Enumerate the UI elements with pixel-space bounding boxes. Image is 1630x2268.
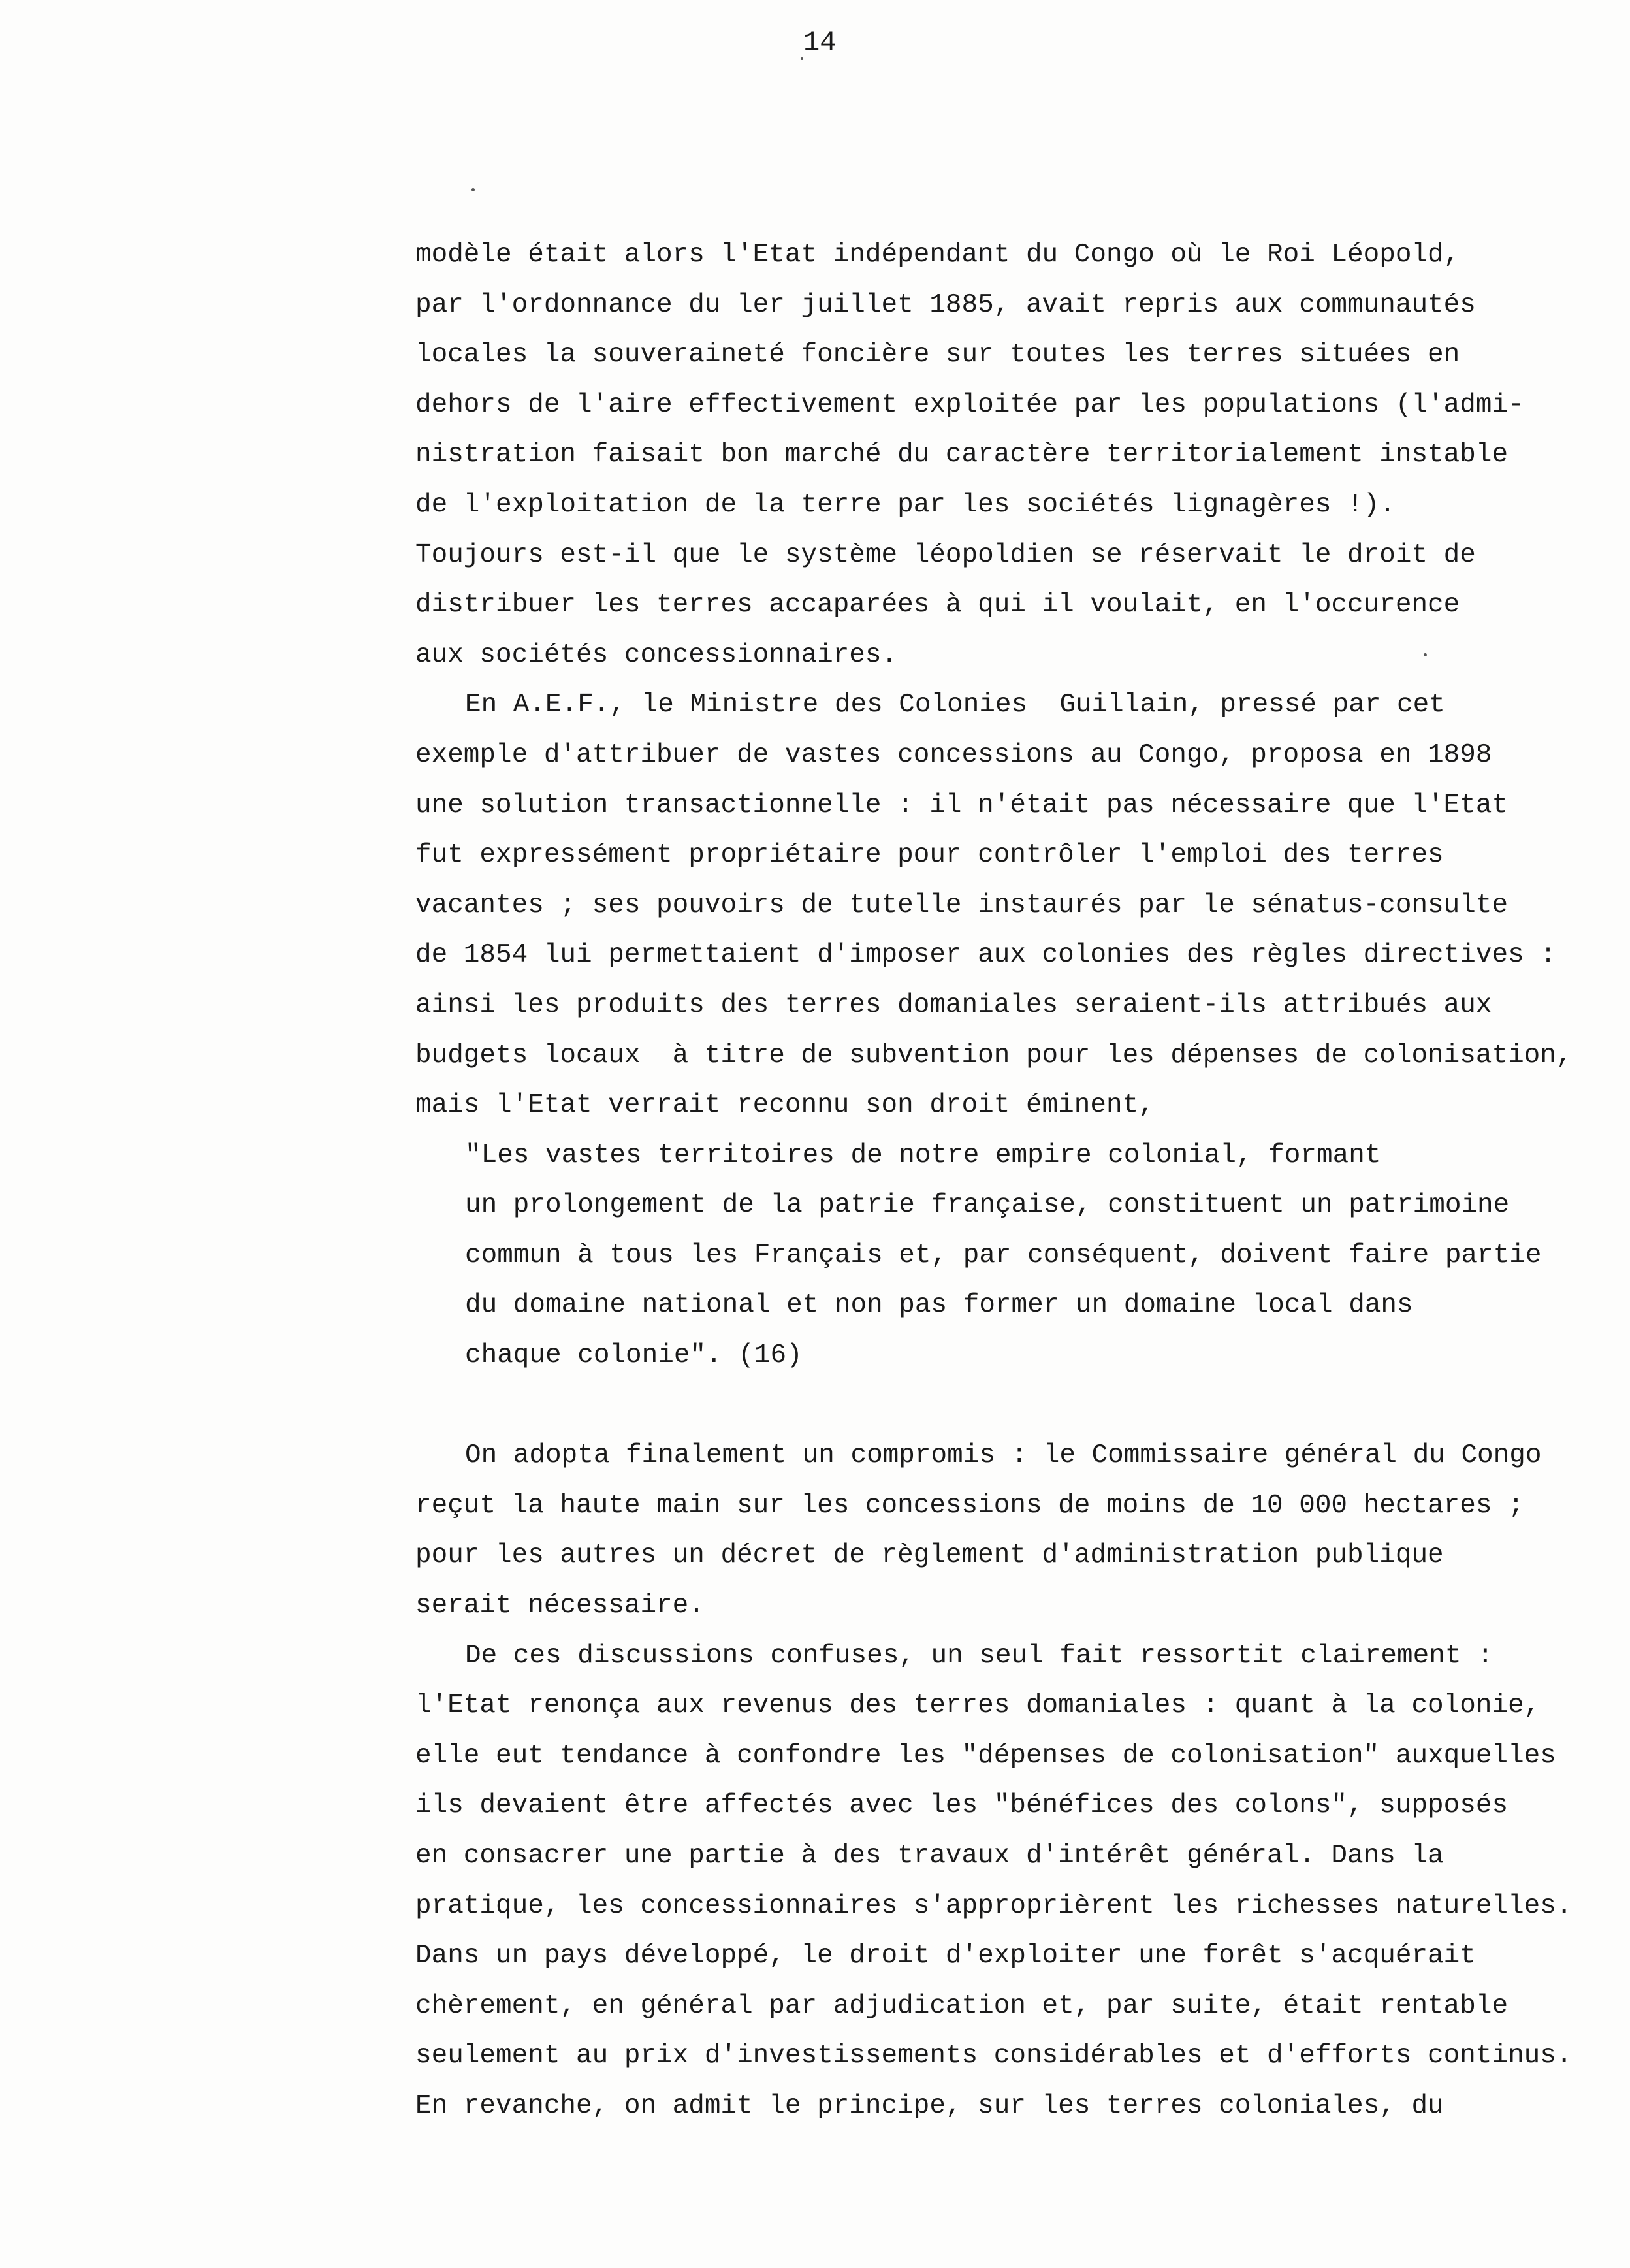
page-number: 14 [803,27,837,58]
scan-speck [1424,653,1427,656]
paragraph-4 [415,1631,1604,2131]
block-quote [415,1131,1604,1381]
body-text [415,230,1604,2131]
paragraph-1 [415,230,1604,680]
text-line: l'Etat renonça aux revenus des terres domaniales : quant à la colonie, [415,1691,1541,1721]
quote-line: chaque colonie". (16) [465,1340,803,1371]
text-line: En A.E.F., le Ministre des Colonies Guillain, pressé par cet [465,690,1445,721]
text-line: On adopta finalement un compromis : le Commissaire général du Congo [465,1440,1542,1471]
scan-speck [471,188,475,191]
quote-line: commun à tous les Français et, par conséquent, doivent faire partie [465,1240,1542,1271]
text-line: une solution transactionnelle : il n'était pas nécessaire que l'Etat [415,790,1509,820]
text-line: locales la souveraineté foncière sur toutes les terres situées en [415,340,1460,370]
text-line: elle eut tendance à confondre les "dépenses de colonisation" auxquelles [415,1740,1556,1771]
text-line: dehors de l'aire effectivement exploitée par les populations (l'admi- [415,389,1524,420]
text-line: ils devaient être affectés avec les "bénéfices des colons", supposés [415,1790,1509,1821]
text-line: de l'exploitation de la terre par les sociétés lignagères !). [415,489,1396,520]
text-line: par l'ordonnance du ler juillet 1885, avait repris aux communautés [415,289,1476,320]
text-line: seulement au prix d'investissements considérables et d'efforts continus. [415,2041,1573,2071]
quote-line: du domaine national et non pas former un domaine local dans [465,1290,1413,1321]
text-line: Dans un pays développé, le droit d'exploiter une forêt s'acquérait [415,1941,1476,1971]
text-line: De ces discussions confuses, un seul fait ressortit clairement : [465,1640,1494,1671]
text-line: nistration faisait bon marché du caractère territorialement instable [415,440,1509,470]
text-line: reçut la haute main sur les concessions de moins de 10 000 hectares ; [415,1490,1524,1521]
text-line: distribuer les terres accaparées à qui il voulait, en l'occurence [415,590,1460,621]
scan-speck [801,57,803,60]
text-line: modèle était alors l'Etat indépendant du Congo où le Roi Léopold, [415,240,1460,270]
paragraph-gap [415,1381,1604,1431]
text-line: de 1854 lui permettaient d'imposer aux colonies des règles directives : [415,940,1556,971]
text-line: aux sociétés concessionnaires. [415,640,898,670]
text-line: pratique, les concessionnaires s'approprièrent les richesses naturelles. [415,1890,1573,1921]
text-line: serait nécessaire. [415,1591,705,1621]
text-line: ainsi les produits des terres domaniales seraient-ils attribués aux [415,990,1492,1020]
text-line: vacantes ; ses pouvoirs de tutelle instaurés par le sénatus-consulte [415,890,1509,920]
text-line: pour les autres un décret de règlement d'administration publique [415,1540,1444,1571]
paragraph-2 [415,680,1604,1130]
text-line: en consacrer une partie à des travaux d'intérêt général. Dans la [415,1841,1444,1871]
text-line: budgets locaux à titre de subvention pour les dépenses de colonisation, [415,1040,1573,1071]
text-line: chèrement, en général par adjudication et, par suite, était rentable [415,1990,1509,2021]
text-line: fut expressément propriétaire pour contrôler l'emploi des terres [415,840,1444,871]
text-line: exemple d'attribuer de vastes concessions au Congo, proposa en 1898 [415,739,1492,770]
quote-line: "Les vastes territoires de notre empire colonial, formant [465,1140,1381,1171]
paragraph-3 [415,1431,1604,1630]
text-line: mais l'Etat verrait reconnu son droit éminent, [415,1090,1155,1121]
text-line: Toujours est-il que le système léopoldien se réservait le droit de [415,540,1476,570]
text-line: En revanche, on admit le principe, sur les terres coloniales, du [415,2090,1444,2121]
quote-line: un prolongement de la patrie française, constituent un patrimoine [465,1190,1510,1221]
